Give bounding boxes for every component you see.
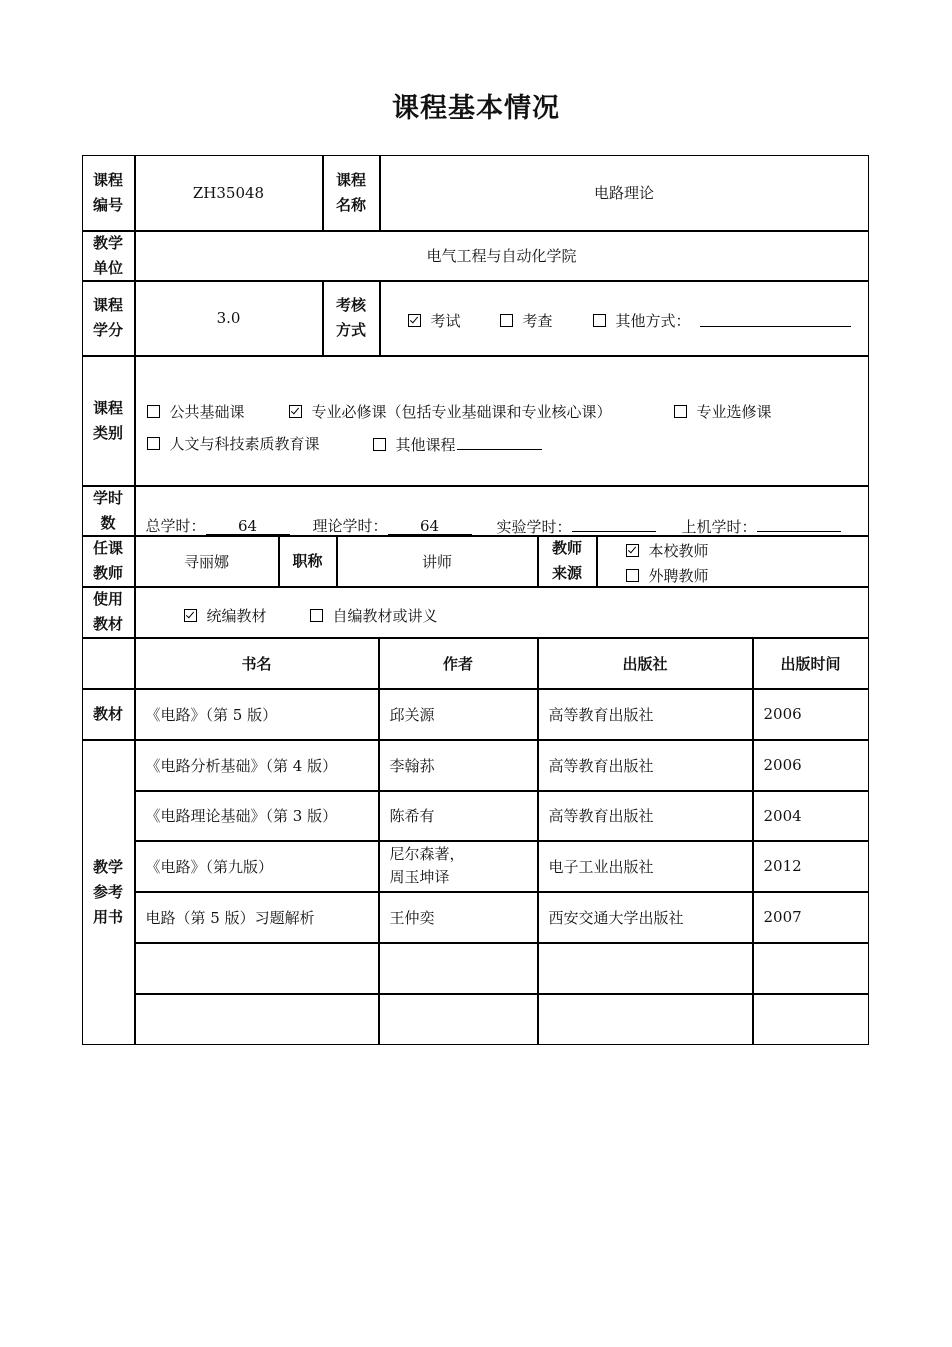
option-label: 其他课程 [395, 435, 456, 454]
total-hours-value[interactable]: 64 [206, 518, 290, 535]
textbook-title: 《电路》（第 5 版） [135, 689, 379, 740]
label-department [82, 231, 135, 281]
reference-date: 2004 [753, 791, 869, 841]
label-line: 类别 [92, 423, 123, 442]
checkbox-checked-icon[interactable] [184, 609, 197, 622]
reference-title: 《电路分析基础》（第 4 版） [135, 740, 379, 791]
checkbox-checked-icon[interactable] [626, 544, 639, 557]
checkbox-icon[interactable] [626, 569, 639, 582]
reference-title: 电路（第 5 版）习题解析 [135, 892, 379, 943]
option-label: 考查 [522, 311, 553, 330]
reference-title [135, 994, 379, 1045]
label-assessment [323, 281, 380, 356]
category-option-other[interactable] [373, 433, 542, 455]
label-category [82, 356, 135, 486]
label-line: 教学 [92, 857, 123, 876]
reference-date [753, 943, 869, 994]
option-label: 专业必修课（包括专业基础课和专业核心课） [311, 402, 612, 421]
theory-hours [313, 515, 472, 536]
reference-publisher: 电子工业出版社 [538, 841, 753, 892]
reference-publisher: 西安交通大学出版社 [538, 892, 753, 943]
textbook-author: 邱关源 [379, 689, 538, 740]
header-blank [82, 638, 135, 689]
label-line: 课程 [92, 296, 123, 314]
lab-hours-value[interactable] [572, 515, 656, 532]
reference-author: 陈希有 [379, 791, 538, 841]
reference-date [753, 994, 869, 1045]
reference-author: 李翰荪 [379, 740, 538, 791]
label-line: 方式 [335, 321, 366, 339]
reference-title: 《电路理论基础》（第 3 版） [135, 791, 379, 841]
label-line: 课程 [335, 170, 366, 189]
label-line: 单位 [92, 258, 123, 277]
header-publisher: 出版社 [538, 638, 753, 689]
reference-date: 2007 [753, 892, 869, 943]
assessment-option-other[interactable] [593, 310, 691, 331]
label-line: 考核 [335, 296, 366, 314]
label-line: 编号 [92, 195, 123, 214]
label-line: 课程 [92, 170, 123, 189]
assessment-option-exam[interactable] [408, 310, 461, 331]
option-label: 本校教师 [648, 541, 709, 560]
label-course-name [323, 155, 380, 231]
label-line: 任课 [92, 539, 123, 557]
option-label: 自编教材或讲义 [332, 606, 438, 625]
reference-author: 尼尔森著， 周玉坤译 [379, 841, 538, 892]
option-label: 公共基础课 [169, 402, 245, 421]
option-label: 人文与科技素质教育课 [169, 434, 320, 453]
page-title: 课程基本情况 [392, 93, 560, 124]
label-line: 学时 [92, 488, 123, 507]
checkbox-icon[interactable] [500, 314, 513, 327]
label-hours [82, 486, 135, 536]
reference-author: 王仲奕 [379, 892, 538, 943]
label-line: 教材 [92, 615, 123, 633]
course-info-table [82, 155, 869, 1045]
label-line: 来源 [551, 564, 582, 582]
label-line: 名称 [335, 195, 366, 214]
label-textbook: 教材 [82, 689, 135, 740]
other-method-blank[interactable] [700, 310, 851, 327]
reference-date: 2006 [753, 740, 869, 791]
checkbox-icon[interactable] [674, 405, 687, 418]
computer-hours-label: 上机学时： [681, 517, 757, 536]
header-book-title: 书名 [135, 638, 379, 689]
option-label: 统编教材 [206, 606, 267, 625]
theory-hours-label: 理论学时： [312, 516, 388, 535]
department-value: 电气工程与自动化学院 [135, 231, 869, 281]
label-line: 数 [100, 513, 116, 532]
rank-value: 讲师 [337, 536, 538, 587]
computer-hours [682, 515, 841, 537]
label-line: 教师 [551, 539, 582, 557]
course-name-value: 电路理论 [380, 155, 869, 231]
label-credits [82, 281, 135, 356]
total-hours [146, 515, 290, 536]
assessment-options [380, 281, 869, 356]
reference-author [379, 943, 538, 994]
option-label: 外聘教师 [648, 566, 709, 585]
reference-publisher [538, 943, 753, 994]
reference-title [135, 943, 379, 994]
computer-hours-value[interactable] [757, 515, 841, 532]
label-teacher-source [538, 536, 597, 587]
teacher-value: 寻丽娜 [135, 536, 279, 587]
category-option-humanities[interactable] [147, 433, 320, 454]
checkbox-checked-icon[interactable] [408, 314, 421, 327]
source-option-external[interactable] [626, 565, 709, 586]
label-line: 使用 [92, 590, 123, 608]
label-line: 参考 [92, 882, 123, 901]
lab-hours-label: 实验学时： [496, 517, 572, 536]
category-option-elective[interactable] [674, 401, 772, 422]
total-hours-label: 总学时： [145, 516, 206, 535]
category-options [135, 356, 869, 486]
checkbox-icon[interactable] [310, 609, 323, 622]
header-author: 作者 [379, 638, 538, 689]
source-option-internal[interactable] [626, 540, 709, 561]
label-rank: 职称 [279, 536, 337, 587]
material-option-standard[interactable] [184, 605, 267, 626]
course-code-value: ZH35048 [135, 155, 323, 231]
reference-title: 《电路》（第九版） [135, 841, 379, 892]
lab-hours [497, 515, 656, 537]
label-teacher [82, 536, 135, 587]
other-course-blank[interactable] [457, 433, 542, 450]
label-line: 用书 [92, 907, 123, 926]
header-publish-date: 出版时间 [753, 638, 869, 689]
option-label: 考试 [430, 311, 461, 330]
category-option-public[interactable] [147, 401, 245, 422]
theory-hours-value[interactable]: 64 [388, 518, 472, 535]
label-line: 课程 [92, 398, 123, 417]
textbook-date: 2006 [753, 689, 869, 740]
reference-author [379, 994, 538, 1045]
reference-publisher: 高等教育出版社 [538, 740, 753, 791]
option-label: 专业选修课 [696, 402, 772, 421]
label-line: 教学 [92, 233, 123, 252]
label-course-code [82, 155, 135, 231]
reference-publisher [538, 994, 753, 1045]
assessment-option-check[interactable] [500, 310, 553, 331]
material-option-self[interactable] [310, 605, 438, 626]
category-option-required[interactable] [289, 401, 612, 422]
textbook-publisher: 高等教育出版社 [538, 689, 753, 740]
label-line: 学分 [92, 321, 123, 339]
option-label: 其他方式： [615, 311, 691, 330]
label-reference-books [82, 740, 135, 1045]
label-material-use [82, 587, 135, 638]
material-options [135, 587, 869, 638]
label-line: 教师 [92, 564, 123, 582]
checkbox-icon[interactable] [147, 405, 160, 418]
reference-date: 2012 [753, 841, 869, 892]
checkbox-icon[interactable] [593, 314, 606, 327]
checkbox-icon[interactable] [147, 437, 160, 450]
teacher-source-options [597, 536, 869, 587]
hours-row [135, 486, 869, 536]
credits-value: 3.0 [135, 281, 323, 356]
reference-publisher: 高等教育出版社 [538, 791, 753, 841]
checkbox-checked-icon[interactable] [289, 405, 302, 418]
checkbox-icon[interactable] [373, 438, 386, 451]
